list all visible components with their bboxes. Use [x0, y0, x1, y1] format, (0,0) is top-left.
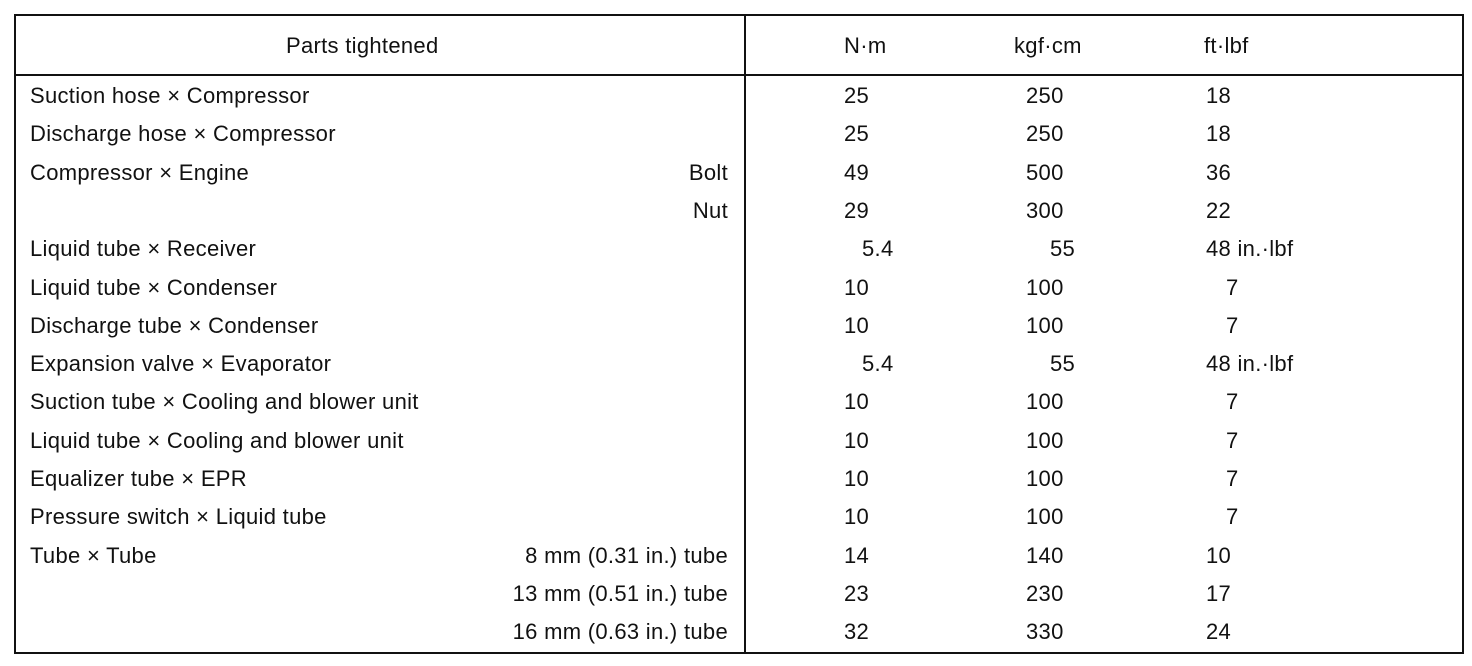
row-part-name: Liquid tube × Cooling and blower unit — [30, 428, 404, 453]
row-part-detail: Nut — [692, 198, 728, 223]
row-part-name: Discharge tube × Condenser — [30, 313, 319, 338]
row-value-ft-lbf: 36 — [1206, 160, 1232, 185]
row-value-kgf-cm: 300 — [1026, 198, 1064, 223]
row-value-kgf-cm: 100 — [1026, 389, 1064, 414]
row-part-name: Discharge hose × Compressor — [30, 121, 336, 146]
row-value-nm: 10 — [844, 504, 870, 529]
header-parts-tightened: Parts tightened — [286, 33, 439, 58]
row-value-nm: 10 — [844, 428, 870, 453]
row-part-name: Suction tube × Cooling and blower unit — [30, 389, 419, 414]
row-value-nm: 25 — [844, 121, 870, 146]
header-ft-lbf: ft·lbf — [1204, 33, 1249, 58]
torque-spec-table — [14, 14, 1464, 654]
row-part-name: Liquid tube × Condenser — [30, 275, 278, 300]
row-value-ft-lbf: 17 — [1206, 581, 1232, 606]
row-value-nm: 10 — [844, 275, 870, 300]
row-value-ft-lbf: 7 — [1226, 466, 1239, 491]
header-nm: N·m — [844, 33, 887, 58]
row-value-kgf-cm: 500 — [1026, 160, 1064, 185]
row-part-detail: Bolt — [688, 160, 728, 185]
row-value-ft-lbf: 7 — [1226, 504, 1239, 529]
row-value-kgf-cm: 250 — [1026, 121, 1064, 146]
row-value-kgf-cm: 100 — [1026, 275, 1064, 300]
row-value-kgf-cm: 100 — [1026, 466, 1064, 491]
row-value-ft-lbf: 7 — [1226, 389, 1239, 414]
column-divider — [744, 14, 746, 654]
row-part-detail: 8 mm (0.31 in.) tube — [525, 543, 728, 568]
row-part-detail: 13 mm (0.51 in.) tube — [512, 581, 728, 606]
row-value-kgf-cm: 140 — [1026, 543, 1064, 568]
row-value-nm: 49 — [844, 160, 870, 185]
row-value-kgf-cm: 100 — [1026, 428, 1064, 453]
row-value-nm: 29 — [844, 198, 870, 223]
row-value-kgf-cm: 100 — [1026, 504, 1064, 529]
row-value-nm: 23 — [844, 581, 870, 606]
row-value-ft-lbf: 7 — [1226, 428, 1239, 453]
row-value-ft-lbf: 24 — [1206, 619, 1232, 644]
row-value-nm: 10 — [844, 313, 870, 338]
row-value-nm: 32 — [844, 619, 870, 644]
row-value-kgf-cm: 230 — [1026, 581, 1064, 606]
row-part-name: Tube × Tube — [30, 543, 157, 568]
row-part-name: Liquid tube × Receiver — [30, 236, 257, 261]
row-value-kgf-cm: 55 — [1050, 236, 1076, 261]
row-value-ft-lbf: 7 — [1226, 313, 1239, 338]
row-value-ft-lbf: 48 in.·lbf — [1206, 236, 1294, 261]
row-value-nm: 5.4 — [862, 351, 894, 376]
row-part-detail: 16 mm (0.63 in.) tube — [512, 619, 728, 644]
row-value-nm: 10 — [844, 389, 870, 414]
row-value-nm: 5.4 — [862, 236, 894, 261]
row-value-ft-lbf: 10 — [1206, 543, 1232, 568]
row-value-kgf-cm: 250 — [1026, 83, 1064, 108]
row-part-name: Expansion valve × Evaporator — [30, 351, 332, 376]
row-value-nm: 10 — [844, 466, 870, 491]
row-part-name: Suction hose × Compressor — [30, 83, 310, 108]
row-part-name: Compressor × Engine — [30, 160, 250, 185]
row-value-ft-lbf: 18 — [1206, 121, 1232, 146]
header-divider — [14, 74, 1464, 76]
row-value-kgf-cm: 330 — [1026, 619, 1064, 644]
row-value-ft-lbf: 22 — [1206, 198, 1232, 223]
row-value-nm: 25 — [844, 83, 870, 108]
row-value-nm: 14 — [844, 543, 870, 568]
row-value-ft-lbf: 7 — [1226, 275, 1239, 300]
row-part-name: Equalizer tube × EPR — [30, 466, 247, 491]
row-value-kgf-cm: 55 — [1050, 351, 1076, 376]
row-value-ft-lbf: 48 in.·lbf — [1206, 351, 1294, 376]
row-value-kgf-cm: 100 — [1026, 313, 1064, 338]
row-value-ft-lbf: 18 — [1206, 83, 1232, 108]
row-part-name: Pressure switch × Liquid tube — [30, 504, 327, 529]
header-kgf-cm: kgf·cm — [1014, 33, 1082, 58]
